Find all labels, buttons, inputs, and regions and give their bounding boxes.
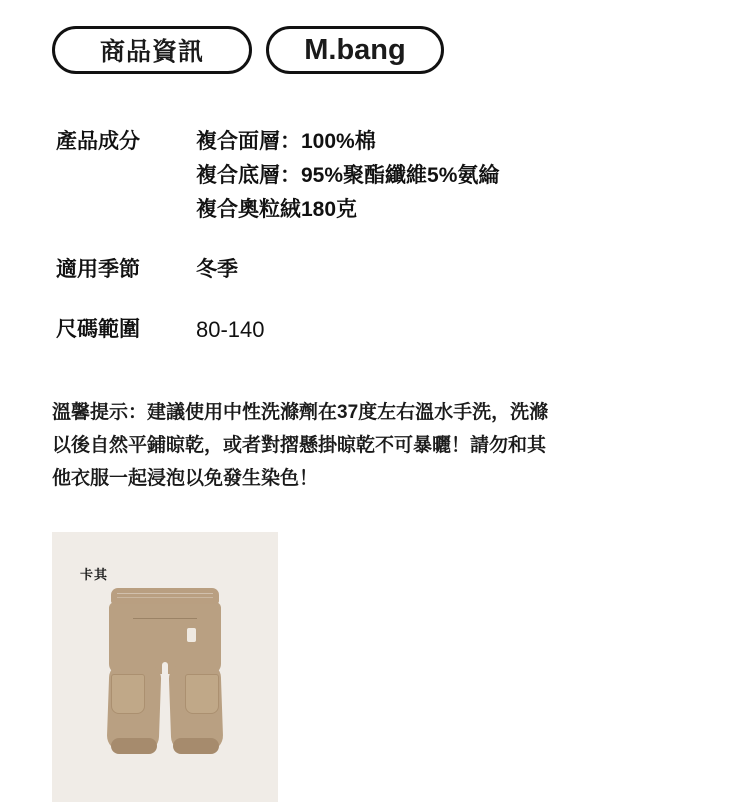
- product-info-pill: [52, 26, 252, 74]
- spec-row-composition: [0, 125, 750, 227]
- pants-waistband: [111, 588, 219, 604]
- pants-brand-tag: [187, 628, 196, 642]
- spec-value-line: 80-140: [196, 317, 265, 342]
- care-note-line: 溫馨提示：建議使用中性洗滌劑在37度左右溫水手洗，洗滌: [52, 402, 549, 423]
- spec-row-season: [0, 253, 750, 287]
- spec-label: 適用季節: [56, 258, 140, 281]
- spec-value-line: 複合奧粒絨180克: [196, 198, 358, 221]
- header: [52, 26, 444, 74]
- spec-table: [0, 125, 750, 373]
- spec-value-line: 複合底層：95%聚酯纖維5%氨綸: [196, 164, 500, 187]
- product-color-label: 卡其: [80, 567, 109, 582]
- spec-value: [196, 313, 265, 347]
- pants-inseam-gap: [162, 662, 168, 748]
- brand-pill: [266, 26, 444, 74]
- spec-value-line: 冬季: [196, 258, 238, 281]
- product-image-card: [52, 532, 278, 802]
- product-info-label: 商品資訊: [99, 38, 204, 66]
- pants-right-cuff: [173, 738, 219, 754]
- spec-value: [196, 253, 238, 287]
- cargo-pants-illustration: [99, 588, 231, 760]
- pants-left-cuff: [111, 738, 157, 754]
- spec-row-size-range: [0, 313, 750, 347]
- spec-label: 尺碼範圍: [56, 318, 140, 341]
- care-note: [52, 396, 672, 495]
- pants-left-cargo-pocket: [111, 674, 145, 714]
- pants-right-cargo-pocket: [185, 674, 219, 714]
- pants-seam: [133, 618, 197, 619]
- spec-value: [196, 125, 499, 227]
- spec-label: 產品成分: [56, 130, 140, 153]
- care-note-line: 以後自然平鋪晾乾，或者對摺懸掛晾乾不可暴曬！請勿和其: [52, 435, 547, 456]
- care-note-line: 他衣服一起浸泡以免發生染色！: [52, 468, 319, 489]
- brand-label: M.bang: [304, 33, 406, 66]
- spec-value-line: 複合面層：100%棉: [196, 130, 376, 153]
